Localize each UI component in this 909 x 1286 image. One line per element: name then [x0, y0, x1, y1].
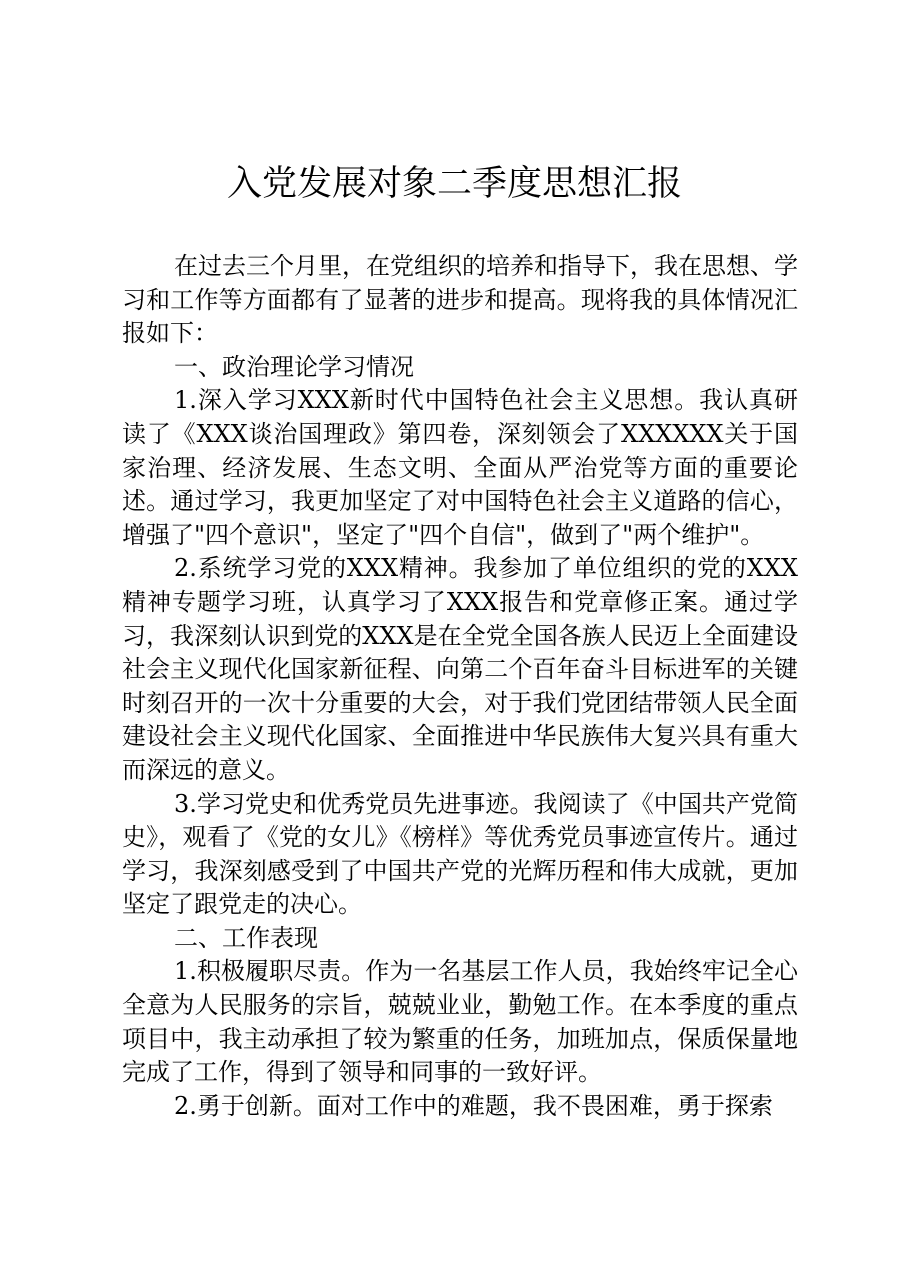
paragraph-study-congress-spirit: 2.系统学习党的XXX精神。我参加了单位组织的党的XXX精神专题学习班，认真学习了XXX报告和党章修正案。通过学习，我深刻认识到党的XXX是在全党全国各族人民迈上全面建设社会主义现代化国家新征程、向第二个百年奋斗目标进军的关键时刻召开的一次十分重要的大会，对于我们党团结带领人民全面建设社会主义现代化国家、全面推进中华民族伟大复兴具有重大而深远的意义。: [122, 554, 798, 784]
section-heading-work-performance: 二、工作表现: [174, 923, 318, 952]
section-heading-political-study: 一、政治理论学习情况: [174, 352, 414, 381]
paragraph-work-innovation: 2.勇于创新。面对工作中的难题，我不畏困难，勇于探索: [174, 1091, 773, 1120]
document-body: [122, 250, 798, 1123]
paragraph-study-thought: 1.深入学习XXX新时代中国特色社会主义思想。我认真研读了《XXX谈治国理政》第四卷，深刻领会了XXXXXX关于国家治理、经济发展、生态文明、全面从严治党等方面的重要论述。通过学习，我更加坚定了对中国特色社会主义道路的信心，增强了"四个意识"，坚定了"四个自信"，做到了"两个维护"。: [122, 386, 798, 549]
document-title: 入党发展对象二季度思想汇报: [226, 164, 682, 204]
paragraph-work-duty: 1.积极履职尽责。作为一名基层工作人员，我始终牢记全心全意为人民服务的宗旨，兢兢业业，勤勉工作。在本季度的重点项目中，我主动承担了较为繁重的任务，加班加点，保质保量地完成了工作，得到了领导和同事的一致好评。: [122, 957, 798, 1087]
intro-paragraph: 在过去三个月里，在党组织的培养和指导下，我在思想、学习和工作等方面都有了显著的进步和提高。现将我的具体情况汇报如下：: [122, 252, 798, 348]
paragraph-study-party-history: 3.学习党史和优秀党员先进事迹。我阅读了《中国共产党简史》，观看了《党的女儿》《榜样》等优秀党员事迹宣传片。通过学习，我深刻感受到了中国共产党的光辉历程和伟大成就，更加坚定了跟党走的决心。: [122, 789, 798, 919]
